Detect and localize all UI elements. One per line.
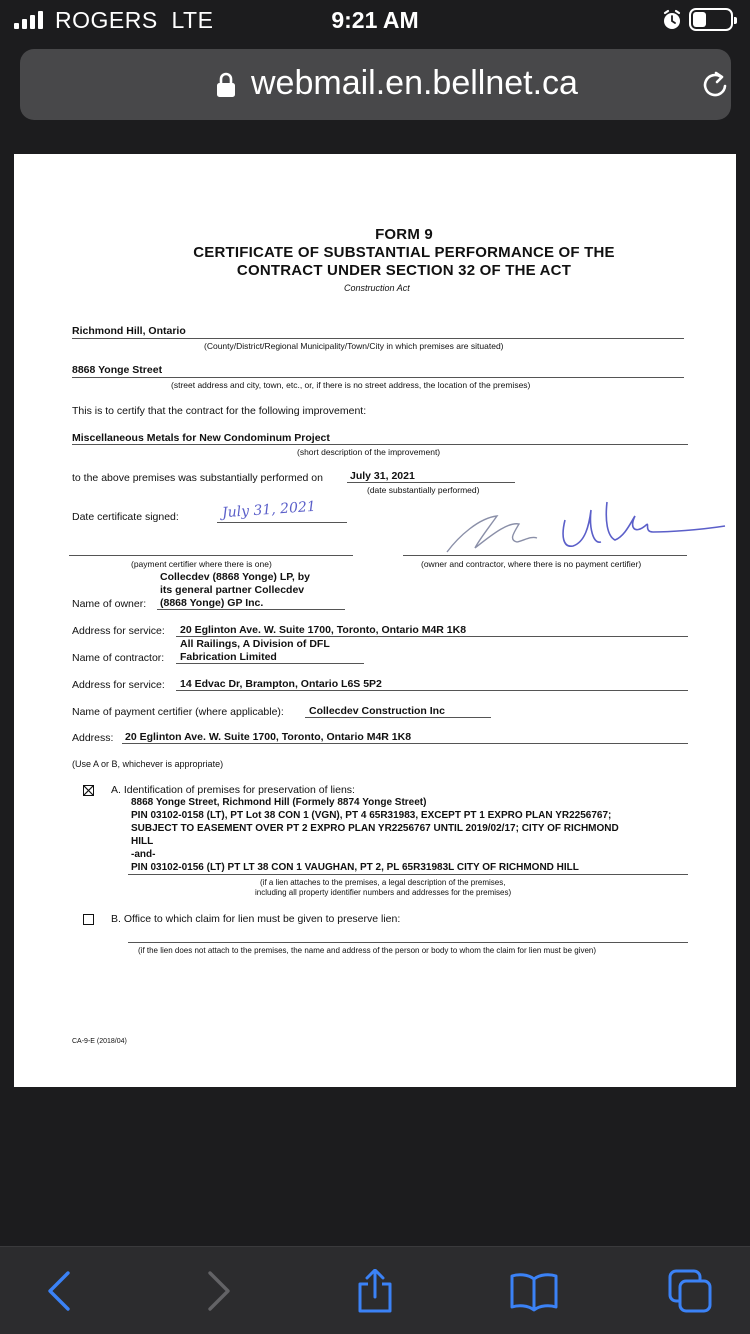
share-icon[interactable]: [353, 1269, 397, 1313]
use-a-or-b: (Use A or B, whichever is appropriate): [72, 759, 224, 769]
contractor-line: [176, 663, 364, 664]
contractor-address-line: [176, 690, 688, 691]
certifier-line: [305, 717, 491, 718]
owner-contractor-caption: (owner and contractor, where there is no payment certifier): [421, 559, 642, 569]
option-a-line2: PIN 03102-0158 (LT), PT Lot 38 CON 1 (VGN), PT 4 65R31983, EXCEPT PT 1 EXPRO PLAN YR2256767;: [131, 810, 612, 821]
payment-certifier-signature-line: [69, 555, 353, 556]
footer-code: CA-9-E (2018/04): [72, 1038, 127, 1045]
municipality-value: Richmond Hill, Ontario: [72, 325, 186, 337]
contractor-address-label: Address for service:: [72, 679, 165, 691]
street-value: 8868 Yonge Street: [72, 364, 163, 376]
browser-toolbar: [0, 1246, 750, 1334]
performed-text: to the above premises was substantially performed on: [72, 472, 323, 484]
owner-label: Name of owner:: [72, 598, 147, 610]
certifier-address-label: Address:: [72, 732, 114, 744]
address-bar[interactable]: [20, 49, 731, 120]
option-a-line1: 8868 Yonge Street, Richmond Hill (Formely 8874 Yonge Street): [131, 797, 427, 808]
date-signed-label: Date certificate signed:: [72, 511, 179, 523]
date-signed-handwritten: July 31, 2021: [221, 498, 317, 522]
option-b-label: B. Office to which claim for lien must be given to preserve lien:: [111, 913, 401, 925]
act-name: Construction Act: [344, 283, 410, 293]
form-title-line2: CONTRACT UNDER SECTION 32 OF THE ACT: [236, 262, 572, 279]
option-b-line: [128, 942, 688, 943]
owner-signature: [439, 496, 729, 558]
certifier-address: 20 Eglinton Ave. W. Suite 1700, Toronto, Ontario M4R 1K8: [125, 731, 412, 743]
street-line: [72, 377, 684, 378]
lock-icon: [216, 72, 236, 98]
performed-date: July 31, 2021: [350, 470, 415, 482]
url-text[interactable]: webmail.en.bellnet.ca: [251, 64, 578, 102]
owner-contractor-signature-line: [403, 555, 687, 556]
municipality-line: [72, 338, 684, 339]
performed-caption: (date substantially performed): [367, 485, 480, 495]
certifier-value: Collecdev Construction Inc: [309, 705, 445, 717]
form-title-line1: CERTIFICATE OF SUBSTANTIAL PERFORMANCE OF THE: [193, 244, 615, 261]
contractor-name-line2: Fabrication Limited: [180, 651, 277, 663]
improvement-line: [72, 444, 688, 445]
form-number: FORM 9: [375, 226, 433, 243]
alarm-icon: [661, 9, 683, 31]
performed-line: [347, 482, 515, 483]
improvement-value: Miscellaneous Metals for New Condominum Project: [72, 432, 330, 444]
owner-address-label: Address for service:: [72, 625, 165, 637]
street-caption: (street address and city, town, etc., or, if there is no street address, the location of the premises): [171, 380, 531, 390]
certifier-label: Name of payment certifier (where applicable):: [72, 706, 284, 718]
forward-icon[interactable]: [196, 1269, 240, 1313]
improvement-caption: (short description of the improvement): [297, 447, 441, 457]
bookmarks-icon[interactable]: [510, 1269, 558, 1313]
option-a-line: [128, 874, 688, 875]
option-a-label: A. Identification of premises for preservation of liens:: [111, 784, 355, 796]
owner-line: [157, 609, 345, 610]
option-a-checkbox[interactable]: [83, 785, 94, 796]
back-icon[interactable]: [38, 1269, 82, 1313]
option-a-caption2: including all property identifier numbers and addresses for the premises): [255, 888, 512, 897]
carrier-label: ROGERS LTE: [55, 7, 214, 33]
option-b-checkbox[interactable]: [83, 914, 94, 925]
reload-icon[interactable]: [699, 69, 731, 101]
document-page: [14, 154, 736, 1087]
option-a-line5: -and-: [131, 849, 156, 860]
owner-name-line3: (8868 Yonge) GP Inc.: [160, 597, 264, 609]
option-a-line4: HILL: [131, 836, 154, 847]
payment-certifier-caption: (payment certifier where there is one): [131, 559, 272, 569]
clock: 9:21 AM: [331, 7, 419, 33]
battery-icon: [689, 8, 733, 31]
contractor-label: Name of contractor:: [72, 652, 165, 664]
option-a-line3: SUBJECT TO EASEMENT OVER PT 2 EXPRO PLAN YR2256767 UNTIL 2019/02/17; CITY OF RICHMOND: [131, 823, 619, 834]
owner-name-line2: its general partner Collecdev: [160, 584, 305, 596]
certify-text: This is to certify that the contract for the following improvement:: [72, 405, 367, 417]
tabs-icon[interactable]: [668, 1269, 712, 1313]
contractor-address: 14 Edvac Dr, Brampton, Ontario L6S 5P2: [180, 678, 382, 690]
owner-address: 20 Eglinton Ave. W. Suite 1700, Toronto, Ontario M4R 1K8: [180, 624, 467, 636]
contractor-name-line1: All Railings, A Division of DFL: [180, 638, 330, 650]
date-signed-line: [217, 522, 347, 523]
option-a-caption1: (if a lien attaches to the premises, a legal description of the premises,: [260, 878, 506, 887]
status-bar: [0, 0, 750, 40]
owner-address-line: [176, 636, 688, 637]
owner-name-line1: Collecdev (8868 Yonge) LP, by: [160, 571, 310, 583]
option-a-line6: PIN 03102-0156 (LT) PT LT 38 CON 1 VAUGHAN, PT 2, PL 65R31983L CITY OF RICHMOND HILL: [131, 862, 579, 873]
option-b-caption: (if the lien does not attach to the premises, the name and address of the person or body to whom the claim for lien must be given): [138, 946, 597, 955]
municipality-caption: (County/District/Regional Municipality/Town/City in which premises are situated): [204, 341, 504, 351]
certifier-address-line: [122, 743, 688, 744]
